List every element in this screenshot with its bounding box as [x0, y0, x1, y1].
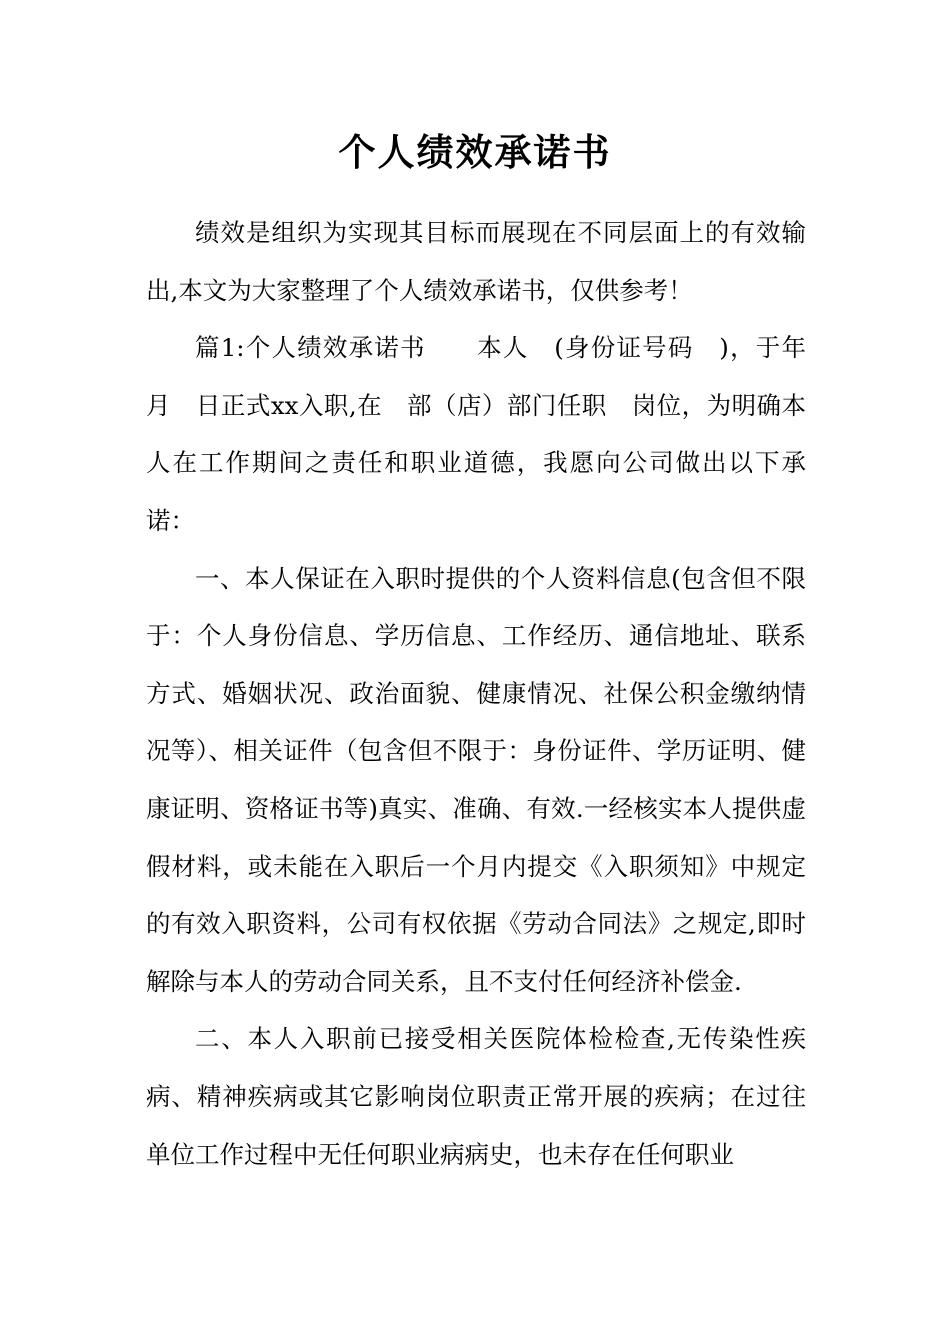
paragraph-clause-1: 一、本人保证在入职时提供的个人资料信息(包含但不限于：个人身份信息、学历信息、工作经历、通信地址、联系方式、婚姻状况、政治面貌、健康情况、社保公积金缴纳情况等）、相关证件（包含但不限于：身份证件、学历证明、健康证明、资格证书等)真实、准确、有效.一经核实本人提供虚假材料，或未能在入职后一个月内提交《入职须知》中规定的有效入职资料，公司有权依据《劳动合同法》之规定,即时解除与本人的劳动合同关系，且不支付任何经济补偿金. — [146, 563, 806, 996]
paragraph-intro: 绩效是组织为实现其目标而展现在不同层面上的有效输出,本文为大家整理了个人绩效承诺书，仅供参考！ — [146, 218, 806, 305]
document-body — [146, 204, 831, 1183]
paragraph-pledge-opening: 篇1:个人绩效承诺书 本人 (身份证号码 )，于年 月 日正式xx入职,在 部（店）部门任职 岗位，为明确本人在工作期间之责任和职业道德，我愿向公司做出以下承诺： — [146, 333, 831, 535]
paragraph-clause-2: 二、本人入职前已接受相关医院体检检查,无传染性疾病、精神疾病或其它影响岗位职责正常开展的疾病；在过往单位工作过程中无任何职业病病史，也未存在任何职业 — [146, 1024, 806, 1169]
document-title: 个人绩效承诺书 — [338, 130, 612, 174]
